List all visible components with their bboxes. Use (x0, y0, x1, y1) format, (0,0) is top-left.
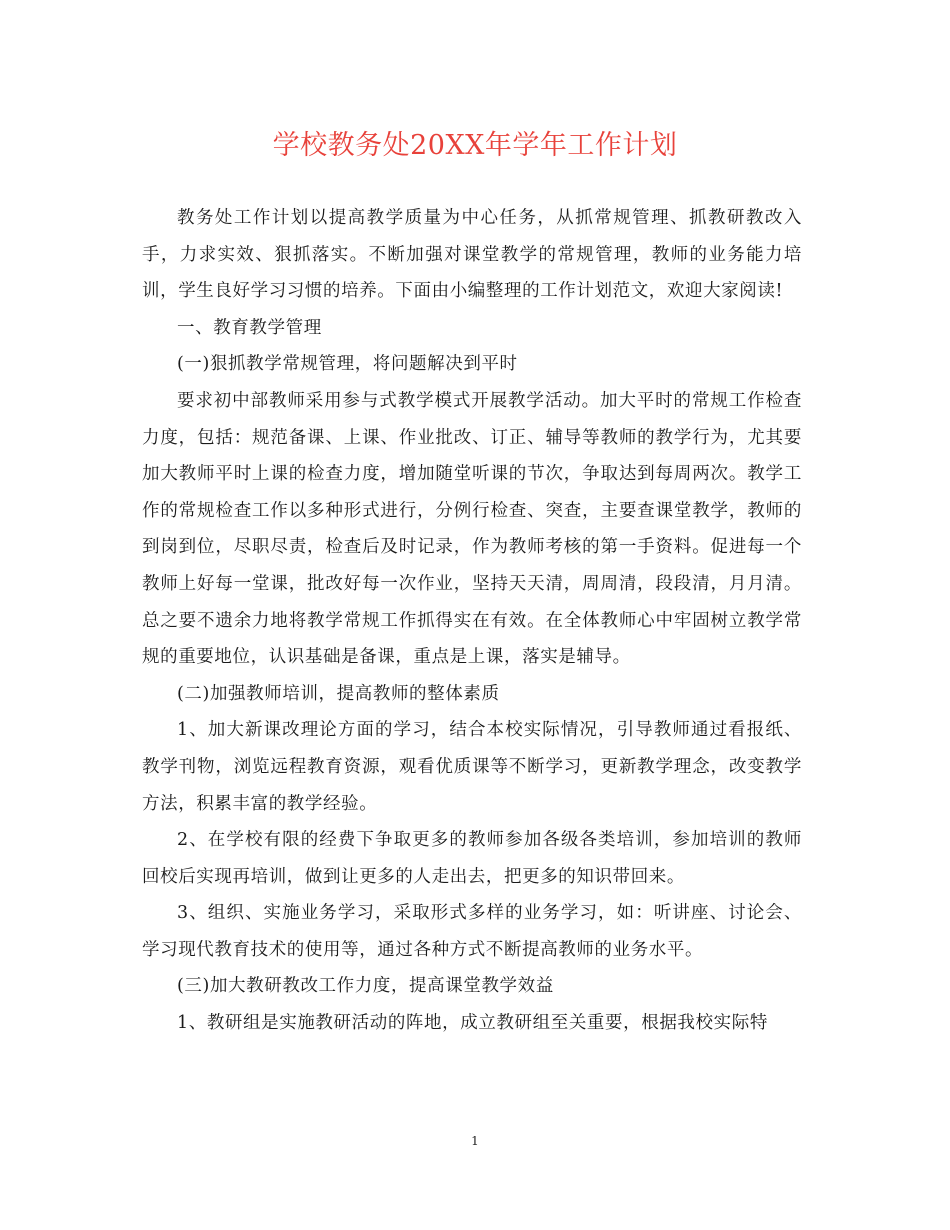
document-body (142, 200, 802, 1042)
section-heading-1: 一、教育教学管理 (177, 317, 322, 338)
list-item-3: 3、组织、实施业务学习，采取形式多样的业务学习，如：听讲座、讨论会、学习现代教育技术的使用等，通过各种方式不断提高教师的业务水平。 (142, 903, 802, 960)
subsection-heading-3: (三)加大教研教改工作力度，提高课堂教学效益 (177, 976, 554, 997)
list-item-4: 1、教研组是实施教研活动的阵地，成立教研组至关重要，根据我校实际特 (177, 1013, 768, 1034)
list-item-2: 2、在学校有限的经费下争取更多的教师参加各级各类培训，参加培训的教师回校后实现再培训，做到让更多的人走出去，把更多的知识带回来。 (142, 830, 802, 887)
paragraph-routine-management: 要求初中部教师采用参与式教学模式开展教学活动。加大平时的常规工作检查力度，包括：规范备课、上课、作业批改、订正、辅导等教师的教学行为，尤其要加大教师平时上课的检查力度，增加随堂听课的节次，争取达到每周两次。教学工作的常规检查工作以多种形式进行，分例行检查、突查，主要查课堂教学，教师的到岗到位，尽职尽责，检查后及时记录，作为教师考核的第一手资料。促进每一个教师上好每一堂课，批改好每一次作业，坚持天天清，周周清，段段清，月月清。总之要不遗余力地将教学常规工作抓得实在有效。在全体教师心中牢固树立教学常规的重要地位，认识基础是备课，重点是上课，落实是辅导。 (142, 390, 802, 668)
subsection-heading-2: (二)加强教师培训，提高教师的整体素质 (177, 683, 500, 704)
page-number: 1 (471, 1134, 479, 1148)
intro-paragraph: 教务处工作计划以提高教学质量为中心任务，从抓常规管理、抓教研教改入手，力求实效、狠抓落实。不断加强对课堂教学的常规管理，教师的业务能力培训，学生良好学习习惯的培养。下面由小编整理的工作计划范文，欢迎大家阅读! (142, 208, 802, 302)
document-title: 学校教务处20XX年学年工作计划 (272, 130, 678, 161)
subsection-heading-1: (一)狠抓教学常规管理，将问题解决到平时 (177, 354, 518, 375)
list-item-1: 1、加大新课改理论方面的学习，结合本校实际情况，引导教师通过看报纸、教学刊物，浏览远程教育资源，观看优质课等不断学习，更新教学理念，改变教学方法，积累丰富的教学经验。 (142, 720, 802, 814)
